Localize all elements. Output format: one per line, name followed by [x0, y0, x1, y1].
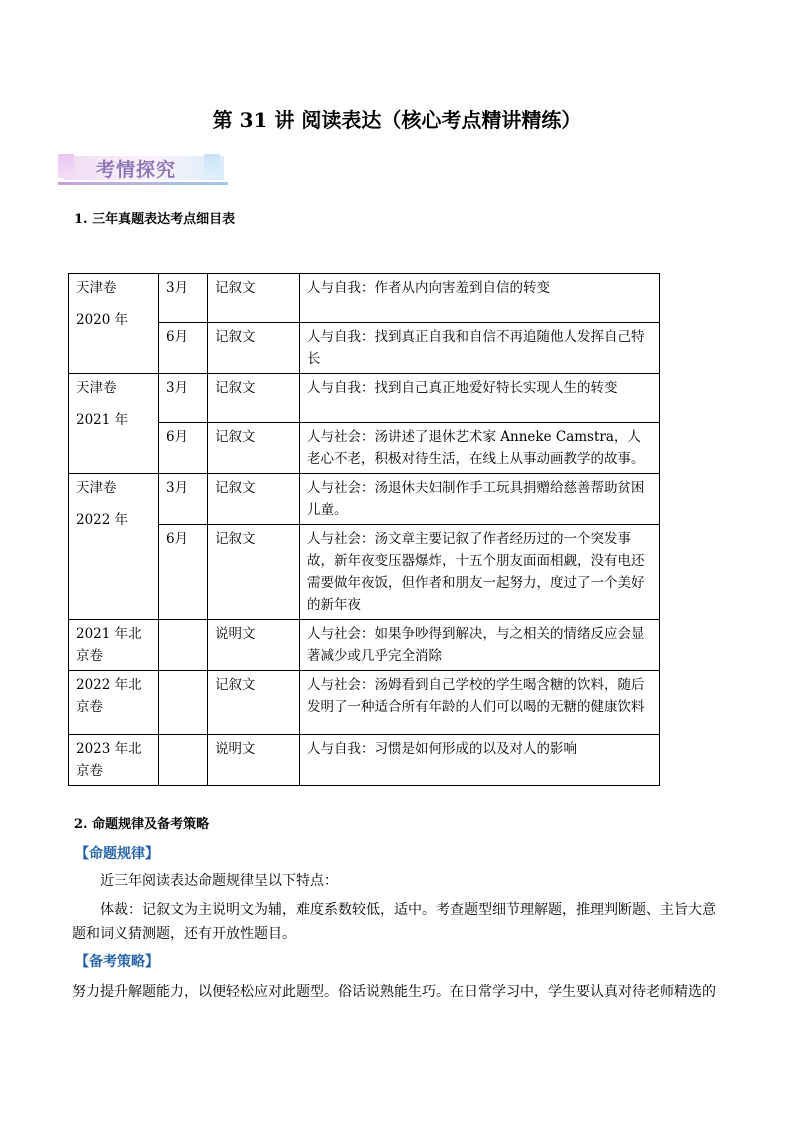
year-cell: 2023 年北京卷 — [69, 735, 159, 786]
year-bottom: 2022 年 — [76, 512, 129, 528]
section-banner — [58, 152, 228, 186]
strategy-label: 【备考策略】 — [75, 954, 159, 970]
year-top: 天津卷 — [76, 280, 117, 296]
year-bottom: 2021 年 — [76, 412, 129, 428]
content-cell: 人与社会：如果争吵得到解决，与之相关的情绪反应会显著减少或几乎完全消除 — [300, 620, 660, 671]
table-row — [69, 620, 660, 671]
banner-underline — [58, 182, 228, 185]
banner-right-square-icon — [204, 154, 220, 178]
year-top: 天津卷 — [76, 380, 117, 396]
genre-cell: 记叙文 — [208, 423, 300, 474]
year-top: 天津卷 — [76, 480, 117, 496]
year-cell — [69, 474, 159, 620]
section1-heading: 1. 三年真题表达考点细目表 — [74, 212, 236, 227]
content-cell: 人与社会：汤退休夫妇制作手工玩具捐赠给慈善帮助贫困儿童。 — [300, 474, 660, 525]
genre-cell: 记叙文 — [208, 474, 300, 525]
rule-intro: 近三年阅读表达命题规律呈以下特点： — [100, 873, 338, 889]
table-row — [69, 735, 660, 786]
month-cell: 6月 — [159, 525, 208, 620]
genre-cell: 记叙文 — [208, 671, 300, 735]
content-cell: 人与自我：找到真正自我和自信不再追随他人发挥自己特长 — [300, 323, 660, 374]
genre-cell: 记叙文 — [208, 274, 300, 323]
content-cell: 人与自我：习惯是如何形成的以及对人的影响 — [300, 735, 660, 786]
content-cell: 人与自我：找到自己真正地爱好特长实现人生的转变 — [300, 374, 660, 423]
year-cell — [69, 274, 159, 374]
month-cell: 3月 — [159, 274, 208, 323]
content-cell: 人与自我：作者从内向害羞到自信的转变 — [300, 274, 660, 323]
table-row — [69, 274, 660, 323]
month-cell: 3月 — [159, 474, 208, 525]
genre-cell: 说明文 — [208, 735, 300, 786]
month-cell: 6月 — [159, 323, 208, 374]
genre-cell: 说明文 — [208, 620, 300, 671]
rule-label: 【命题规律】 — [75, 846, 159, 862]
table-row — [69, 474, 660, 525]
month-cell: 6月 — [159, 423, 208, 474]
strategy-body: 努力提升解题能力，以便轻松应对此题型。俗话说熟能生巧。在日常学习中，学生要认真对待老师精选的 — [72, 984, 716, 1000]
rule-body: 体裁：记叙文为主说明文为辅，难度系数较低，适中。考查题型细节理解题，推理判断题、主旨大意题和词义猜测题，还有开放性题目。 — [72, 902, 716, 942]
month-cell — [159, 620, 208, 671]
month-cell: 3月 — [159, 374, 208, 423]
content-cell: 人与社会：汤文章主要记叙了作者经历过的一个突发事故，新年夜变压器爆炸，十五个朋友面面相觑，没有电还需要做年夜饭，但作者和朋友一起努力，度过了一个美好的新年夜 — [300, 525, 660, 620]
genre-cell: 记叙文 — [208, 525, 300, 620]
table-row — [69, 374, 660, 423]
month-cell — [159, 735, 208, 786]
genre-cell: 记叙文 — [208, 374, 300, 423]
page-title: 第 31 讲 阅读表达（核心考点精讲精练） — [212, 108, 582, 132]
year-cell — [69, 374, 159, 474]
genre-cell: 记叙文 — [208, 323, 300, 374]
content-cell: 人与社会：汤姆看到自己学校的学生喝含糖的饮料，随后发明了一种适合所有年龄的人们可以喝的无糖的健康饮料 — [300, 671, 660, 735]
table-row — [69, 671, 660, 735]
content-cell: 人与社会：汤讲述了退休艺术家 Anneke Camstra，人老心不老，积极对待生活，在线上从事动画教学的故事。 — [300, 423, 660, 474]
month-cell — [159, 671, 208, 735]
year-cell: 2021 年北京卷 — [69, 620, 159, 671]
banner-title: 考情探究 — [96, 159, 177, 181]
year-bottom: 2020 年 — [76, 312, 129, 328]
year-cell: 2022 年北京卷 — [69, 671, 159, 735]
section2-heading: 2. 命题规律及备考策略 — [74, 817, 210, 832]
banner-left-square-icon — [58, 154, 74, 178]
exam-table — [68, 273, 660, 786]
